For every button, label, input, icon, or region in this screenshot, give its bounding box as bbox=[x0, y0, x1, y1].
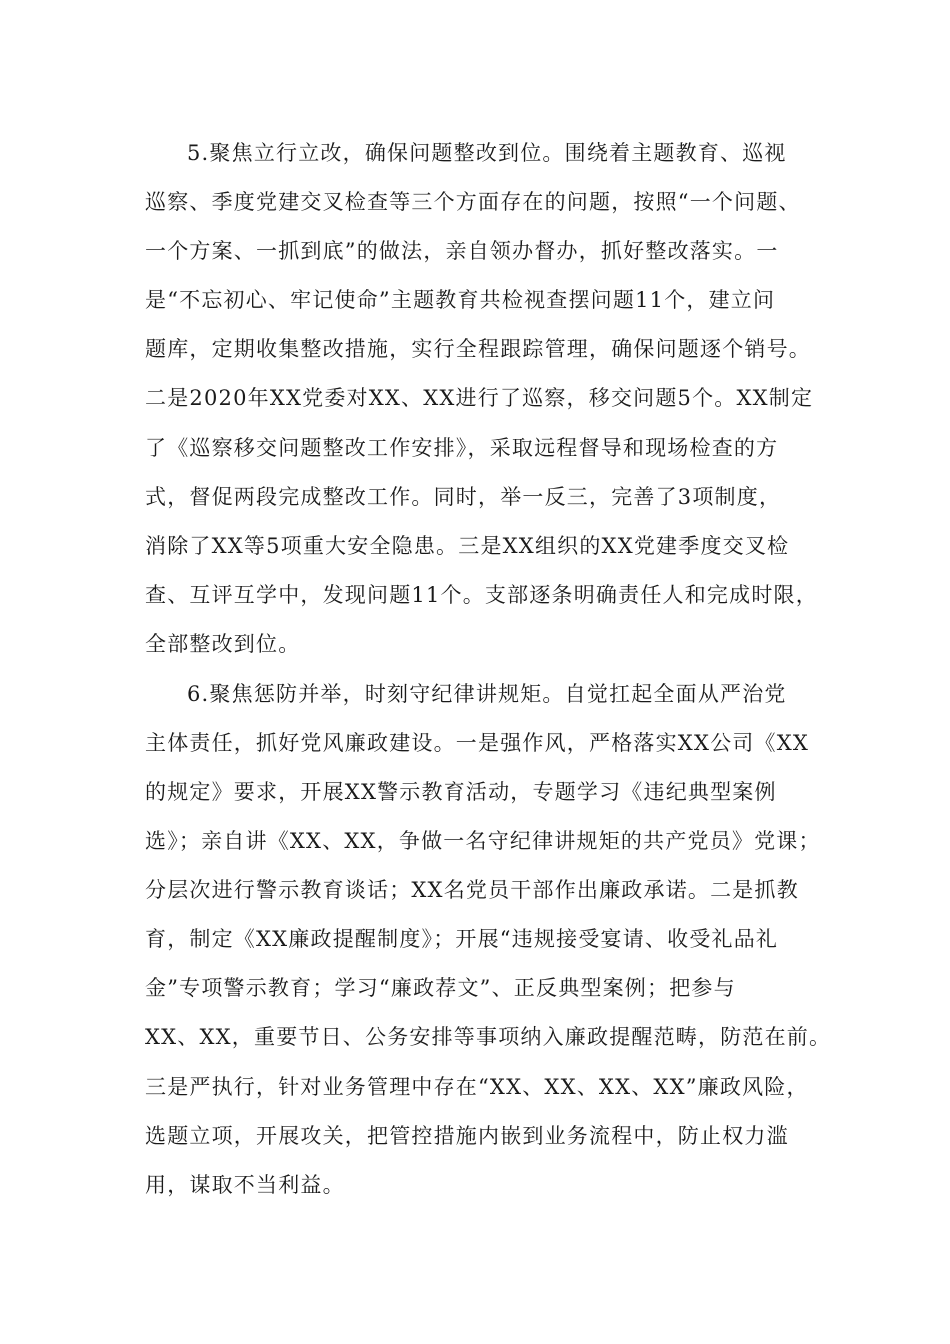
paragraph-1-line-8: 式，督促两段完成整改工作。同时，举一反三，完善了3项制度， bbox=[145, 485, 782, 509]
paragraph-2-line-6: 育，制定《XX廉政提醒制度》；开展“违规接受宴请、收受礼品礼 bbox=[145, 927, 779, 951]
paragraph-2-line-2: 主体责任，抓好党风廉政建设。一是强作风，严格落实XX公司《XX bbox=[145, 731, 809, 755]
paragraph-2-line-7: 金”专项警示教育；学习“廉政荐文”、正反典型案例；把参与 bbox=[145, 976, 736, 1000]
paragraph-1-line-10: 查、互评互学中，发现问题11个。支部逐条明确责任人和完成时限， bbox=[145, 583, 818, 607]
paragraph-1-line-11: 全部整改到位。 bbox=[145, 632, 301, 656]
paragraph-2-line-9: 三是严执行，针对业务管理中存在“XX、XX、XX、XX”廉政风险， bbox=[145, 1075, 809, 1099]
paragraph-1-line-9: 消除了XX等5项重大安全隐患。三是XX组织的XX党建季度交叉检 bbox=[145, 534, 790, 558]
paragraph-1-line-7: 了《巡察移交问题整改工作安排》，采取远程督导和现场检查的方 bbox=[145, 436, 779, 460]
paragraph-2-line-5: 分层次进行警示教育谈话；XX名党员干部作出廉政承诺。二是抓教 bbox=[145, 878, 799, 902]
paragraph-2-line-11: 用，谋取不当利益。 bbox=[145, 1173, 345, 1197]
paragraph-2-line-3: 的规定》要求，开展XX警示教育活动，专题学习《违纪典型案例 bbox=[145, 780, 777, 804]
paragraph-1-line-4: 是“不忘初心、牢记使命”主题教育共检视查摆问题11个，建立问 bbox=[145, 288, 776, 312]
paragraph-2-line-1: 6.聚焦惩防并举，时刻守纪律讲规矩。自觉扛起全面从严治党 bbox=[187, 682, 787, 706]
paragraph-2-line-4: 选》；亲自讲《XX、XX，争做一名守纪律讲规矩的共产党员》党课； bbox=[145, 829, 821, 853]
paragraph-1-line-2: 巡察、季度党建交叉检查等三个方面存在的问题，按照“一个问题、 bbox=[145, 190, 801, 214]
paragraph-2-line-8: XX、XX，重要节日、公务安排等事项纳入廉政提醒范畴，防范在前。 bbox=[145, 1025, 832, 1049]
paragraph-1-line-5: 题库，定期收集整改措施，实行全程跟踪管理，确保问题逐个销号。 bbox=[145, 337, 811, 361]
paragraph-1-line-6: 二是2020年XX党委对XX、XX进行了巡察，移交问题5个。XX制定 bbox=[145, 386, 814, 410]
paragraph-1-line-3: 一个方案、一抓到底”的做法，亲自领办督办，抓好整改落实。一 bbox=[145, 239, 779, 263]
paragraph-1-line-1: 5.聚焦立行立改，确保问题整改到位。围绕着主题教育、巡视 bbox=[187, 141, 787, 165]
paragraph-2-line-10: 选题立项，开展攻关，把管控措施内嵌到业务流程中，防止权力滥 bbox=[145, 1124, 789, 1148]
